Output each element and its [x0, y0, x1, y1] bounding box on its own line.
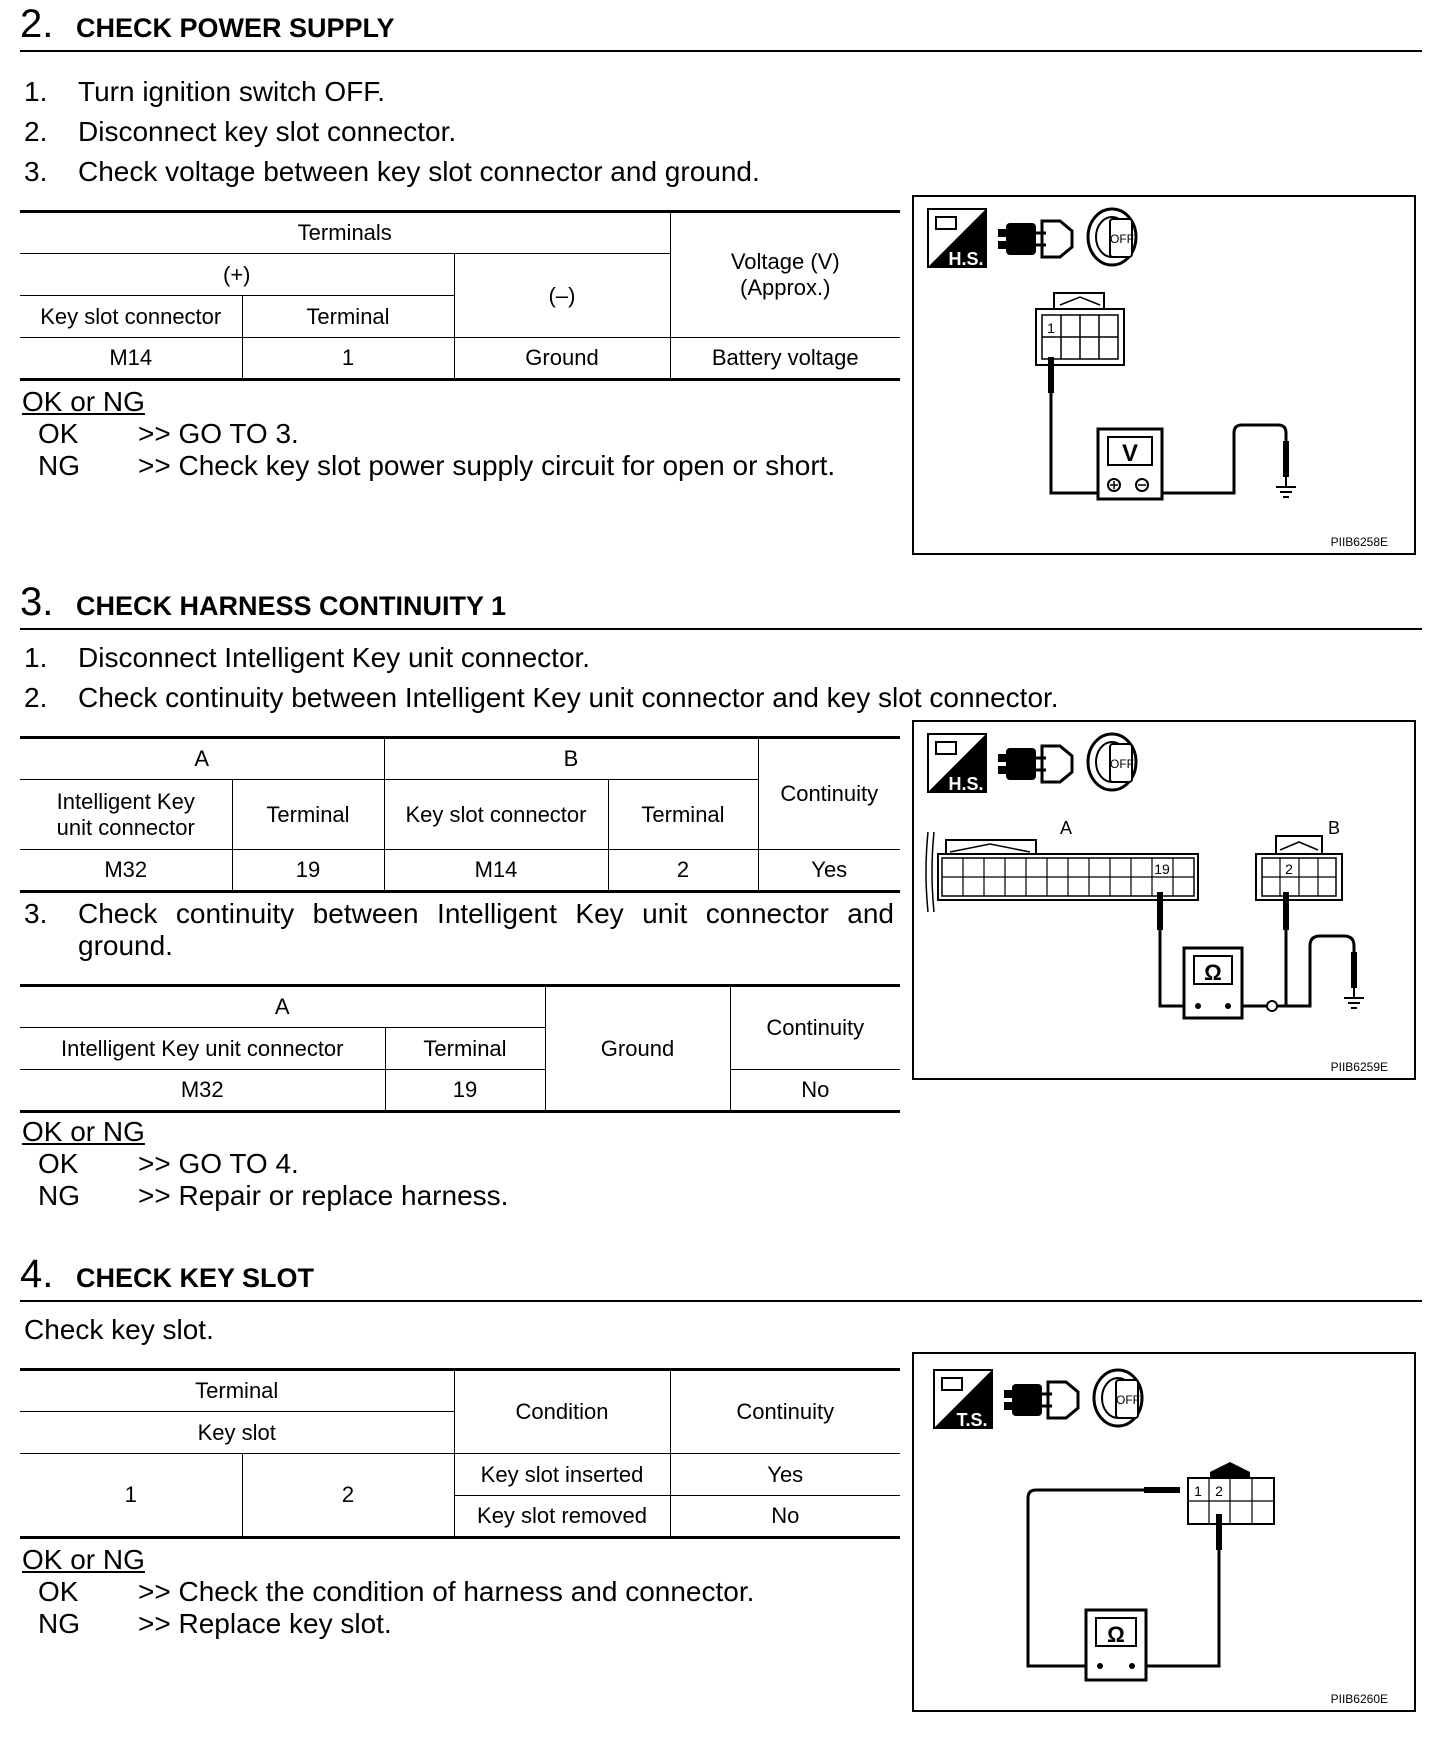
key-slot-check-figure — [912, 1352, 1416, 1712]
continuity-table-2 — [20, 984, 900, 1113]
svg-text:Ω: Ω — [1107, 1622, 1125, 1647]
table-header: Terminals — [20, 212, 670, 254]
svg-text:19: 19 — [1154, 861, 1170, 877]
instruction-item: 1. Disconnect Intelligent Key unit connector. — [24, 642, 591, 673]
step-4-header — [20, 1250, 1422, 1302]
ng-row: NG >> Repair or replace harness. — [38, 1180, 509, 1211]
connector-disconnect-icon — [998, 221, 1072, 257]
table-cell: No — [730, 1070, 900, 1112]
table-header: A — [20, 986, 545, 1028]
table-row — [20, 1070, 900, 1112]
table-header: B — [384, 738, 758, 780]
table-cell: Battery voltage — [670, 338, 900, 380]
key-slot-connector — [1036, 293, 1124, 365]
ok-ng-title: OK or NG — [22, 386, 145, 417]
instruction-list — [24, 638, 1059, 718]
table-cell: 1 — [20, 1454, 242, 1538]
table-header: (–) — [454, 254, 670, 338]
step-number: 4. — [20, 1252, 54, 1296]
table-header: Terminal — [608, 780, 758, 850]
table-cell: Yes — [758, 850, 900, 892]
continuity-table-1 — [20, 736, 900, 893]
svg-text:Ω: Ω — [1204, 960, 1222, 985]
svg-text:2: 2 — [1215, 1483, 1223, 1499]
svg-text:1: 1 — [1194, 1483, 1202, 1499]
table-header: Intelligent Key unit connector — [20, 1028, 385, 1070]
step-title: CHECK HARNESS CONTINUITY 1 — [76, 591, 507, 621]
table-header: Voltage (V) (Approx.) — [670, 212, 900, 338]
table-cell: Ground — [454, 338, 670, 380]
ok-row: OK >> Check the condition of harness and connector. — [38, 1576, 755, 1607]
table-cell: Key slot removed — [454, 1496, 670, 1538]
table-header: A — [20, 738, 384, 780]
key-slot-component — [1188, 1462, 1274, 1524]
ignition-off-icon — [1088, 734, 1136, 790]
connector-disconnect-icon — [998, 746, 1072, 782]
ok-ng-title: OK or NG — [22, 1544, 145, 1575]
table-cell: 19 — [232, 850, 384, 892]
ok-ng-result — [22, 386, 835, 482]
svg-text:2: 2 — [1285, 861, 1293, 877]
instruction-item: Check key slot. — [24, 1314, 214, 1345]
table-row — [20, 850, 900, 892]
continuity-check-figure — [912, 720, 1416, 1080]
table-cell: M32 — [20, 850, 232, 892]
table-row — [20, 338, 900, 380]
svg-text:H.S.: H.S. — [948, 249, 984, 269]
table-cell: M32 — [20, 1070, 385, 1112]
ok-row: OK >> GO TO 3. — [38, 418, 299, 449]
table-header: Condition — [454, 1370, 670, 1454]
ok-ng-result — [22, 1116, 508, 1212]
table-cell: No — [670, 1496, 900, 1538]
table-cell: 2 — [242, 1454, 454, 1538]
hs-icon — [928, 209, 986, 269]
table-cell: M14 — [384, 850, 608, 892]
table-cell: Yes — [670, 1454, 900, 1496]
table-cell: Key slot inserted — [454, 1454, 670, 1496]
svg-text:OFF: OFF — [1116, 1393, 1140, 1407]
svg-text:OFF: OFF — [1110, 757, 1134, 771]
step-3-header — [20, 578, 1422, 630]
svg-text:1: 1 — [1047, 320, 1055, 336]
table-header: Continuity — [758, 738, 900, 850]
table-header: Ground — [545, 986, 730, 1112]
ts-icon — [934, 1370, 992, 1430]
table-header: Terminal — [20, 1370, 454, 1412]
table-header: Key slot — [20, 1412, 454, 1454]
svg-text:H.S.: H.S. — [948, 774, 984, 794]
instruction-item: 3. Check continuity between Intelligent Key unit connector and ground. — [24, 898, 894, 961]
ok-ng-result — [22, 1544, 754, 1640]
instruction-item: 3. Check voltage between key slot connector and ground. — [24, 156, 760, 187]
table-header: (+) — [20, 254, 454, 296]
table-row — [20, 1454, 900, 1496]
svg-text:V: V — [1121, 440, 1139, 467]
connector-disconnect-icon — [1004, 1382, 1078, 1418]
instruction-list — [24, 72, 760, 192]
key-slot-connector — [1256, 836, 1342, 900]
figure-code: PIIB6260E — [1330, 1692, 1388, 1706]
probe-wiring — [1048, 357, 1296, 497]
step-number: 2. — [20, 2, 54, 46]
table-header: Continuity — [730, 986, 900, 1070]
ng-row: NG >> Check key slot power supply circuit for open or short. — [38, 450, 836, 481]
ignition-off-icon — [1094, 1370, 1142, 1426]
voltmeter — [1098, 429, 1162, 499]
svg-text:OFF: OFF — [1110, 232, 1134, 246]
ok-ng-title: OK or NG — [22, 1116, 145, 1147]
step-2-header — [20, 0, 1422, 52]
table-cell: 1 — [242, 338, 454, 380]
figure-code: PIIB6259E — [1330, 1060, 1388, 1074]
table-cell: 19 — [385, 1070, 545, 1112]
voltage-spec-table — [20, 210, 900, 381]
table-cell: M14 — [20, 338, 242, 380]
table-header: Key slot connector — [20, 296, 242, 338]
key-slot-table — [20, 1368, 900, 1539]
ohmmeter — [1184, 948, 1242, 1018]
step-title: CHECK POWER SUPPLY — [76, 13, 395, 43]
connector-a-label: A — [1059, 818, 1073, 838]
table-cell: 2 — [608, 850, 758, 892]
ohmmeter — [1086, 1610, 1146, 1680]
table-header: Terminal — [232, 780, 384, 850]
instruction-item: 1. Turn ignition switch OFF. — [24, 76, 386, 107]
table-header: Terminal — [242, 296, 454, 338]
step-title: CHECK KEY SLOT — [76, 1263, 315, 1293]
connector-b-label: B — [1327, 818, 1341, 838]
instruction-item: 2. Check continuity between Intelligent Key unit connector and key slot connector. — [24, 682, 1059, 713]
ok-row: OK >> GO TO 4. — [38, 1148, 299, 1179]
voltage-check-figure — [912, 195, 1416, 555]
svg-text:T.S.: T.S. — [956, 1410, 988, 1430]
ignition-off-icon — [1088, 209, 1136, 265]
table-header: Continuity — [670, 1370, 900, 1454]
step-number: 3. — [20, 580, 54, 624]
ng-row: NG >> Replace key slot. — [38, 1608, 392, 1639]
table-header: Intelligent Key unit connector — [20, 780, 232, 850]
hs-icon — [928, 734, 986, 794]
table-header: Key slot connector — [384, 780, 608, 850]
instruction-item: 2. Disconnect key slot connector. — [24, 116, 457, 147]
figure-code: PIIB6258E — [1330, 535, 1388, 549]
table-header: Terminal — [385, 1028, 545, 1070]
